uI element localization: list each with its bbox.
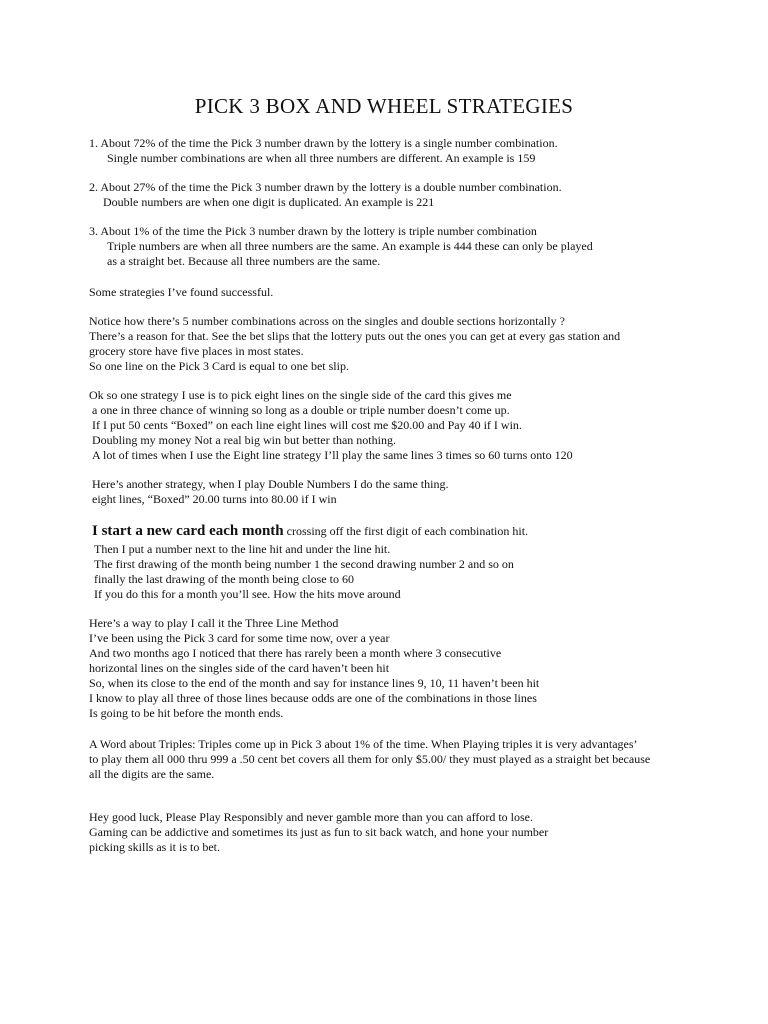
closing-line1: Hey good luck, Please Play Responsibly and never gamble more than you can afford to lose. <box>89 810 534 824</box>
triples-line2: to play them all 000 thru 999 a .50 cent bet covers all them for only $5.00/ they must played as a straight bet because <box>89 752 651 766</box>
double-numbers-line2: eight lines, “Boxed” 20.00 turns into 80.00 if I win <box>92 492 337 506</box>
notice-line2: There’s a reason for that. See the bet slips that the lottery puts out the ones you can get at every gas station and <box>89 329 621 343</box>
eight-lines-line3: If I put 50 cents “Boxed” on each line eight lines will cost me $20.00 and Pay 40 if I win. <box>92 418 522 432</box>
three-line-line1: Here’s a way to play I call it the Three Line Method <box>89 616 339 630</box>
item3-line1: 3. About 1% of the time the Pick 3 number drawn by the lottery is triple number combination <box>89 224 537 238</box>
eight-lines-line4: Doubling my money Not a real big win but better than nothing. <box>92 433 396 447</box>
page-title: PICK 3 BOX AND WHEEL STRATEGIES <box>194 94 574 118</box>
new-card-line2: Then I put a number next to the line hit and under the line hit. <box>94 542 391 556</box>
new-card-line3: The first drawing of the month being number 1 the second drawing number 2 and so on <box>94 557 514 571</box>
new-card-line1-rest: crossing off the first digit of each combination hit. <box>286 524 529 538</box>
closing-line2: Gaming can be addictive and sometimes its just as fun to sit back watch, and hone your number <box>89 825 549 839</box>
triples-line3: all the digits are the same. <box>89 767 215 781</box>
closing-line3: picking skills as it is to bet. <box>89 840 220 854</box>
double-numbers-line1: Here’s another strategy, when I play Double Numbers I do the same thing. <box>92 477 449 491</box>
item3-line2: Triple numbers are when all three numbers are the same. An example is 444 these can only be played <box>107 239 593 253</box>
eight-lines-line2: a one in three chance of winning so long as a double or triple number doesn’t come up. <box>92 403 510 417</box>
notice-line4: So one line on the Pick 3 Card is equal to one bet slip. <box>89 359 349 373</box>
item1-line2: Single number combinations are when all three numbers are different. An example is 159 <box>107 151 536 165</box>
triples-line1: A Word about Triples: Triples come up in Pick 3 about 1% of the time. When Playing triples it is very advantages’ <box>89 737 638 751</box>
new-card-line1 <box>92 524 528 538</box>
new-card-line5: If you do this for a month you’ll see. How the hits move around <box>94 587 401 601</box>
notice-line3: grocery store have five places in most states. <box>89 344 304 358</box>
notice-line1: Notice how there’s 5 number combinations across on the singles and double sections horizontally ? <box>89 314 565 328</box>
item2-line2: Double numbers are when one digit is duplicated. An example is 221 <box>103 195 435 209</box>
eight-lines-line1: Ok so one strategy I use is to pick eight lines on the single side of the card this gives me <box>89 388 512 402</box>
three-line-line4: horizontal lines on the singles side of the card haven’t been hit <box>89 661 390 675</box>
new-card-line4: finally the last drawing of the month being close to 60 <box>94 572 354 586</box>
three-line-line6: I know to play all three of those lines because odds are one of the combinations in those lines <box>89 691 537 705</box>
new-card-heading: I start a new card each month <box>92 523 284 539</box>
item3-line3: as a straight bet. Because all three numbers are the same. <box>107 254 381 268</box>
three-line-line7: Is going to be hit before the month ends. <box>89 706 284 720</box>
item1-line1: 1. About 72% of the time the Pick 3 number drawn by the lottery is a single number combination. <box>89 136 558 150</box>
three-line-line2: I’ve been using the Pick 3 card for some time now, over a year <box>89 631 390 645</box>
three-line-line3: And two months ago I noticed that there has rarely been a month where 3 consecutive <box>89 646 502 660</box>
item2-line1: 2. About 27% of the time the Pick 3 number drawn by the lottery is a double number combination. <box>89 180 562 194</box>
three-line-line5: So, when its close to the end of the month and say for instance lines 9, 10, 11 haven’t been hit <box>89 676 540 690</box>
eight-lines-line5: A lot of times when I use the Eight line strategy I’ll play the same lines 3 times so 60 turns onto 120 <box>92 448 573 462</box>
strategies-intro: Some strategies I’ve found successful. <box>89 285 274 299</box>
